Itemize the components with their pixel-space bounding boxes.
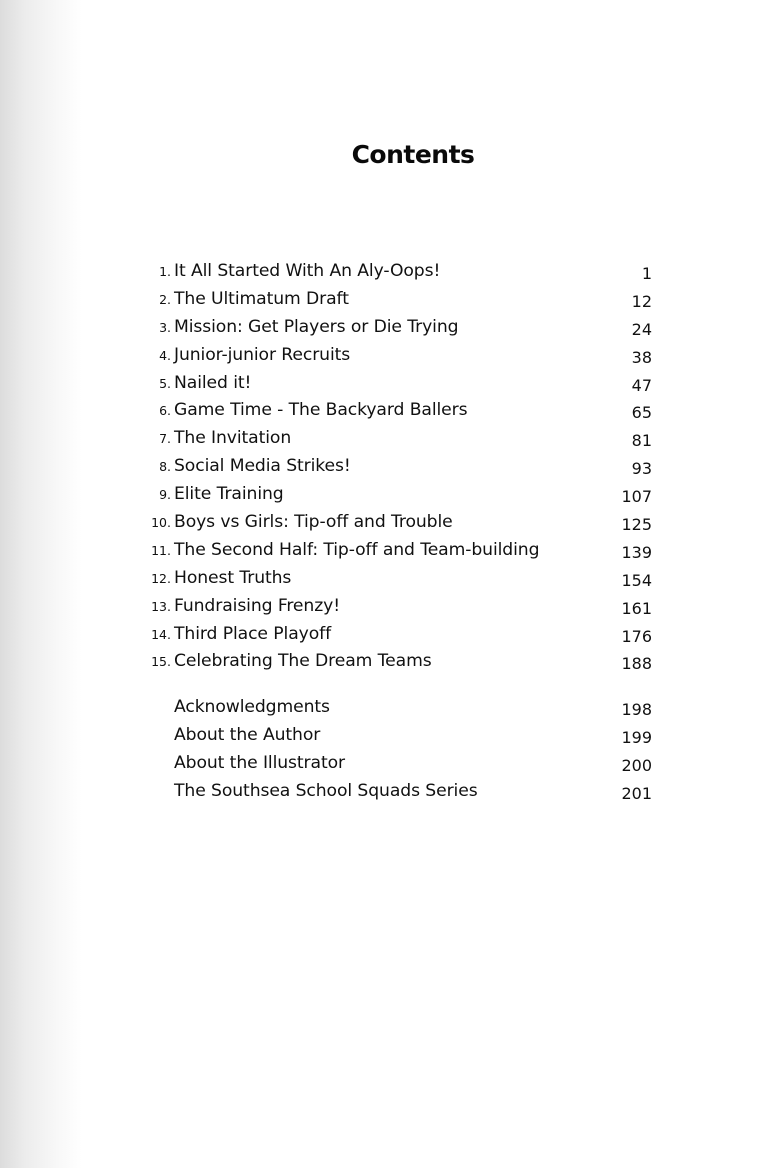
chapter-title: It All Started With An Aly-Oops! [174, 261, 441, 281]
page-title: Contents [351, 140, 475, 169]
toc-chapter-entry[interactable] [130, 425, 654, 453]
chapter-number: 1. [159, 263, 171, 279]
page-number: 1 [641, 264, 652, 283]
toc-back-matter-entry[interactable] [130, 694, 654, 722]
chapter-number: 8. [159, 459, 171, 475]
chapter-number: 6. [159, 403, 171, 419]
page-number: 81 [631, 431, 652, 451]
chapter-number: 14. [151, 626, 171, 642]
chapter-title: The Invitation [174, 428, 292, 449]
toc-chapter-entry[interactable] [130, 370, 654, 398]
chapter-number: 3. [159, 319, 171, 335]
page-number: 65 [631, 403, 652, 423]
page-number: 188 [621, 654, 652, 674]
chapter-title: Junior-junior Recruits [174, 344, 351, 365]
toc-chapter-entry[interactable] [130, 593, 654, 621]
page-number: 176 [621, 626, 652, 646]
toc-back-matter-entry[interactable] [130, 750, 654, 778]
page-number: 139 [621, 542, 652, 562]
chapter-number: 11. [151, 542, 171, 558]
page-number: 93 [631, 459, 652, 479]
back-matter-title: Acknowledgments [174, 696, 330, 717]
chapter-number: 9. [159, 487, 171, 503]
toc-chapter-entry[interactable] [130, 342, 654, 370]
back-matter-list [130, 694, 654, 806]
page-number: 12 [631, 291, 652, 311]
chapter-title: The Second Half: Tip-off and Team-building [174, 539, 540, 560]
page-number: 161 [621, 598, 652, 618]
chapter-number: 15. [151, 654, 171, 670]
back-matter-title: The Southsea School Squads Series [174, 780, 478, 801]
chapter-number: 13. [151, 598, 171, 614]
toc-chapter-entry[interactable] [130, 648, 654, 676]
chapter-title: Honest Truths [174, 567, 292, 588]
toc-chapter-entry[interactable] [130, 621, 654, 649]
page-number: 200 [621, 755, 652, 775]
chapter-title: Nailed it! [174, 372, 252, 393]
page-gutter-shadow [0, 0, 82, 1168]
page-number: 125 [621, 515, 652, 535]
chapter-list [130, 258, 654, 676]
chapter-number: 2. [159, 291, 171, 307]
chapter-title: Boys vs Girls: Tip-off and Trouble [174, 512, 453, 533]
toc-chapter-entry[interactable] [130, 509, 654, 537]
table-of-contents [130, 258, 654, 805]
toc-chapter-entry[interactable] [130, 537, 654, 565]
chapter-number: 5. [159, 375, 171, 391]
toc-chapter-entry[interactable] [130, 565, 654, 593]
page-number: 47 [631, 375, 652, 395]
chapter-title: Third Place Playoff [174, 623, 332, 644]
toc-chapter-entry[interactable] [130, 453, 654, 481]
page-number: 201 [621, 783, 652, 803]
page-number: 107 [621, 487, 652, 507]
chapter-title: Social Media Strikes! [174, 456, 351, 477]
toc-chapter-entry[interactable] [130, 258, 654, 286]
page-number: 199 [621, 727, 652, 747]
chapter-title: Celebrating The Dream Teams [174, 651, 432, 672]
chapter-title: Game Time - The Backyard Ballers [174, 400, 468, 421]
page-number: 38 [631, 347, 652, 367]
chapter-title: Elite Training [174, 484, 284, 505]
chapter-title: Mission: Get Players or Die Trying [174, 316, 459, 337]
back-matter-title: About the Author [174, 724, 321, 745]
page-number: 198 [621, 699, 652, 719]
chapter-number: 12. [151, 570, 171, 586]
chapter-number: 4. [159, 347, 171, 363]
page-number: 154 [621, 570, 652, 590]
toc-back-matter-entry[interactable] [130, 778, 654, 806]
toc-chapter-entry[interactable] [130, 397, 654, 425]
toc-chapter-entry[interactable] [130, 481, 654, 509]
toc-chapter-entry[interactable] [130, 286, 654, 314]
chapter-number: 10. [151, 515, 171, 530]
chapter-title: The Ultimatum Draft [174, 288, 349, 309]
toc-back-matter-entry[interactable] [130, 722, 654, 750]
back-matter-title: About the Illustrator [174, 752, 345, 773]
chapter-title: Fundraising Frenzy! [174, 595, 340, 616]
page-number: 24 [631, 319, 652, 339]
chapter-number: 7. [159, 431, 171, 447]
toc-chapter-entry[interactable] [130, 314, 654, 342]
